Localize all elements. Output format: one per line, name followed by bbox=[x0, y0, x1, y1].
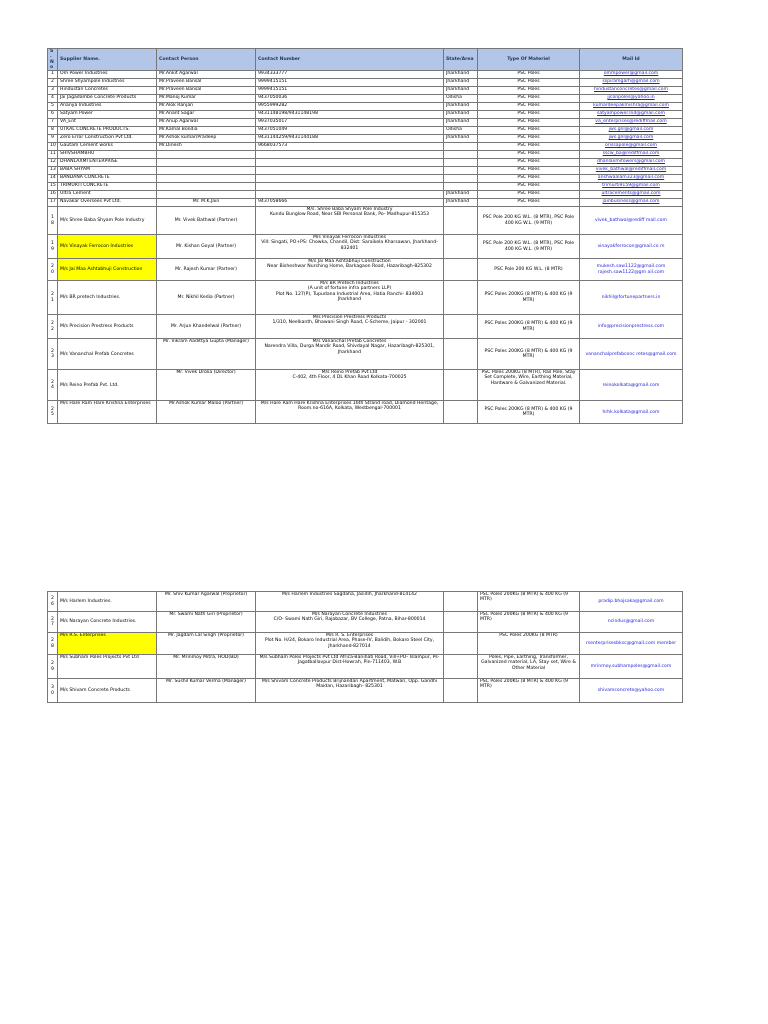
row-number: 9 bbox=[48, 135, 58, 143]
contact-person: Mr.Ashok kumar/Pradeep bbox=[157, 135, 256, 143]
mail-link[interactable]: vinayakferrocon@gmail.co m bbox=[580, 235, 683, 259]
mail-link[interactable]: vivek_bathwal@rediff mail.com bbox=[580, 207, 683, 235]
contact-person: Mr. Shiv Kumar Agarwal (Proprietor) bbox=[157, 592, 256, 612]
contact-address: M/s Hare Ram Hare Krishna Enterprises 16th Strand road, Diamond Heritage, Room.no-616A, Kolkata, Westbengal-700001 bbox=[256, 401, 444, 424]
row-number: 28 bbox=[48, 633, 58, 655]
table-row bbox=[48, 119, 683, 127]
row-number: 8 bbox=[48, 127, 58, 135]
table-row bbox=[48, 370, 683, 401]
table-row bbox=[48, 135, 683, 143]
table-row bbox=[48, 127, 683, 135]
contact-person: Mr. Mrinmoy Mitra, HOD(BD) bbox=[157, 655, 256, 679]
material-type: PSC Poles bbox=[478, 87, 580, 95]
row-number: 2 bbox=[48, 79, 58, 87]
contact-address: M/s Reino Prefab Pvt Ltd C-402, 4th Floor, 4 DL Khan Road Kolkata-700025 bbox=[256, 370, 444, 401]
material-type: PSC Poles 200KG (8 MTR) & 400 KG (9 MTR) bbox=[478, 592, 580, 612]
row-number: 15 bbox=[48, 183, 58, 191]
state-area bbox=[444, 151, 478, 159]
contact-person bbox=[157, 183, 256, 191]
mail-link[interactable]: mrinmoy.subhampoles@gmail.com bbox=[580, 655, 683, 679]
supplier-name: Zero Error Construction Pvt Ltd. bbox=[58, 135, 157, 143]
contact-number: 9668037573 bbox=[256, 143, 444, 151]
contact-number bbox=[256, 175, 444, 183]
mail-link[interactable]: shivamconcrete@yahoo.com bbox=[580, 679, 683, 703]
header-contact-number: Contact Number bbox=[256, 49, 444, 71]
table-row bbox=[48, 679, 683, 703]
state-area bbox=[444, 207, 478, 235]
table-row bbox=[48, 235, 683, 259]
supplier-name: Ananya Industries bbox=[58, 103, 157, 111]
contact-person: Mr. Nikhil Kedia (Partner) bbox=[157, 281, 256, 315]
state-area bbox=[444, 655, 478, 679]
mail-link[interactable]: rsenterprisesbksc@gmail.com member bbox=[580, 633, 683, 655]
material-type: PSC Poles bbox=[478, 167, 580, 175]
contact-person: Mr.Kamal Bondia bbox=[157, 127, 256, 135]
row-number: 23 bbox=[48, 339, 58, 370]
mail-link[interactable]: dhanlaxmifowers@gmail.com bbox=[580, 159, 683, 167]
row-number: 20 bbox=[48, 259, 58, 281]
material-type: PSC Pole 200 KG W.L. (8 MTR) bbox=[478, 259, 580, 281]
state-area: Jharkhand bbox=[444, 199, 478, 207]
state-area bbox=[444, 159, 478, 167]
contact-person: Mr. Arjun Khandelwal (Partner) bbox=[157, 315, 256, 339]
supplier-name: Navakar Oversees Pvt Ltd. bbox=[58, 199, 157, 207]
contact-person: Mr.Dinesh bbox=[157, 143, 256, 151]
supplier-table-continued bbox=[47, 591, 683, 703]
contact-number bbox=[256, 191, 444, 199]
contact-person: Mr. Vivek Bathwal (Partner) bbox=[157, 207, 256, 235]
mail-link[interactable]: trimurti9159@gmail.com bbox=[580, 183, 683, 191]
contact-number bbox=[256, 159, 444, 167]
state-area bbox=[444, 612, 478, 633]
mail-link[interactable]: va_enterprises@rediffmail.com bbox=[580, 119, 683, 127]
mail-link[interactable]: ultracements@gmail.com bbox=[580, 191, 683, 199]
supplier-name: M/s Vananchal Prefab Concretes bbox=[58, 339, 157, 370]
header-state-area: State/Area bbox=[444, 49, 478, 71]
supplier-name: SHIVSHAMBHU bbox=[58, 151, 157, 159]
material-type: Poles, Pipe, Earthing, Transformer, Galvanized material, LA, Stay set, Wire & Other Material bbox=[478, 655, 580, 679]
contact-person: Mr. Sushil Kumar Verma (Manager) bbox=[157, 679, 256, 703]
state-area bbox=[444, 175, 478, 183]
table-row bbox=[48, 87, 683, 95]
state-area bbox=[444, 167, 478, 175]
state-area: Jharkhand bbox=[444, 103, 478, 111]
row-number: 27 bbox=[48, 612, 58, 633]
supplier-name: M/s Subham Poles Projects Pvt Ltd bbox=[58, 655, 157, 679]
state-area: Odisha bbox=[444, 127, 478, 135]
table-row bbox=[48, 143, 683, 151]
mail-link[interactable]: info@precisionprestress.com bbox=[580, 315, 683, 339]
supplier-name: BABA SHYAM bbox=[58, 167, 157, 175]
mail-link[interactable]: pradip.bhojsaka@gmail.com bbox=[580, 592, 683, 612]
row-number: 3 bbox=[48, 87, 58, 95]
material-type: PSC Poles 200KG (8 MTR) bbox=[478, 633, 580, 655]
row-number: 19 bbox=[48, 235, 58, 259]
state-area bbox=[444, 679, 478, 703]
header-row bbox=[48, 49, 683, 71]
contact-address: M/s Subham Poles Projects Pvt Ltd Africa-Banihati Road, Vill+PO- Islampur, Ps- Jagatballavpur Dist-Howrah, Pin-711403, W.B bbox=[256, 655, 444, 679]
table-row bbox=[48, 592, 683, 612]
supplier-table bbox=[47, 48, 683, 424]
contact-address: M/s Precision Prestress Products 1/310, Neelkanth, Bhawani Singh Road, C-Scheme, Jaipur - 302001 bbox=[256, 315, 444, 339]
contact-person: Mr.Anant Sagar bbox=[157, 111, 256, 119]
row-number: 14 bbox=[48, 175, 58, 183]
contact-number bbox=[256, 167, 444, 175]
state-area: Jharkhand bbox=[444, 191, 478, 199]
supplier-name: M/s R.S. Enterprises bbox=[58, 633, 157, 655]
material-type: PSC Pole 200 KG W.L. (8 MTR), PSC Pole 400 KG W.L. (9 MTR) bbox=[478, 235, 580, 259]
table-row bbox=[48, 159, 683, 167]
table-row bbox=[48, 655, 683, 679]
contact-person: Mr.Manoj Kumar bbox=[157, 95, 256, 103]
material-type: PSC Poles bbox=[478, 143, 580, 151]
material-type: PSC Poles bbox=[478, 159, 580, 167]
row-number: 5 bbox=[48, 103, 58, 111]
state-area bbox=[444, 370, 478, 401]
row-number: 4 bbox=[48, 95, 58, 103]
mail-link[interactable]: vivek_bathwal@rediffmail.com bbox=[580, 167, 683, 175]
material-type: PSC Poles 200KG (8 MTR) & 400 KG (9 MTR) bbox=[478, 315, 580, 339]
contact-number: 9431144259/9431144188 bbox=[256, 135, 444, 143]
supplier-name: Jai Jagadambe Concrete Products bbox=[58, 95, 157, 103]
contact-person: Mr.Anup Agarwal bbox=[157, 119, 256, 127]
header-sno: S.No bbox=[48, 49, 58, 71]
material-type: PSC Poles 200KG (8 MTR) & 400 KG (9 MTR) bbox=[478, 281, 580, 315]
second-rows bbox=[48, 592, 683, 703]
material-type: PSC Poles bbox=[478, 183, 580, 191]
material-type: PSC Poles bbox=[478, 175, 580, 183]
material-type: PSC Poles 200KG (8 MTR) & 400 KG (9 MTR) bbox=[478, 401, 580, 424]
contact-number: 9431148198/9431148198 bbox=[256, 111, 444, 119]
contact-person bbox=[157, 191, 256, 199]
state-area bbox=[444, 281, 478, 315]
state-area: Odisha bbox=[444, 95, 478, 103]
mail-link[interactable]: ommpower@gmail.com bbox=[580, 71, 683, 79]
contact-person: Mr. Kishan Goyal (Partner) bbox=[157, 235, 256, 259]
supplier-name: UTKAL CONCRETE PRODUCTS. bbox=[58, 127, 157, 135]
supplier-name: M/s Shivam Concrete Products bbox=[58, 679, 157, 703]
contact-number bbox=[256, 151, 444, 159]
table-row bbox=[48, 151, 683, 159]
contact-person: Mr.Alok Ranjan bbox=[157, 103, 256, 111]
mail-link[interactable]: hindustanconcretes@gmail.com bbox=[580, 87, 683, 95]
table-row bbox=[48, 167, 683, 175]
state-area bbox=[444, 315, 478, 339]
material-type: PSC Poles 200KG (8 MTR) & 400 KG (9 MTR) bbox=[478, 339, 580, 370]
header-contact-person: Contact Person bbox=[157, 49, 256, 71]
mail-link[interactable]: sspiramgarh@gmail.com bbox=[580, 79, 683, 87]
supplier-name: Gautam Cement works bbox=[58, 143, 157, 151]
contact-person: Mr. Swami Nath Giri (Proprietor) bbox=[157, 612, 256, 633]
material-type: PSC Poles bbox=[478, 103, 580, 111]
header-type-of-material: Type Of Materiel bbox=[478, 49, 580, 71]
state-area: Jharkhand bbox=[444, 111, 478, 119]
material-type: PSC Pole 200 KG W.L. (8 MTR), PSC Pole 400 KG W.L. (9 MTR) bbox=[478, 207, 580, 235]
state-area bbox=[444, 401, 478, 424]
state-area bbox=[444, 339, 478, 370]
row-number: 16 bbox=[48, 191, 58, 199]
contact-person bbox=[157, 151, 256, 159]
contact-number: 9999415151 bbox=[256, 87, 444, 95]
material-type: PSC Poles bbox=[478, 127, 580, 135]
mail-link[interactable]: sscw_ba@rediffmail.com bbox=[580, 151, 683, 159]
contact-person: Mr.Ankit Agarwal bbox=[157, 71, 256, 79]
header-mail-id: Mail Id bbox=[580, 49, 683, 71]
material-type: PSC Poles bbox=[478, 151, 580, 159]
table-row bbox=[48, 79, 683, 87]
supplier-name: M/s Reino Prefab Pvt. Ltd. bbox=[58, 370, 157, 401]
row-number: 10 bbox=[48, 143, 58, 151]
material-type: PSC Poles bbox=[478, 119, 580, 127]
table-row bbox=[48, 183, 683, 191]
material-type: PSC Poles bbox=[478, 191, 580, 199]
supplier-name: Satyam Power bbox=[58, 111, 157, 119]
contact-number bbox=[256, 183, 444, 191]
material-type: PSC Poles 200KG (8 MTR) & 400 KG (9 MTR) bbox=[478, 612, 580, 633]
supplier-name: TRIMURTI CONCRETE bbox=[58, 183, 157, 191]
material-type: PSC Poles 200KG (8 MTR), Rail Pole, Stay Set Complete, Wire, Earthing Material, Hardware & Galvanized Material. bbox=[478, 370, 580, 401]
simple-rows bbox=[48, 71, 683, 207]
mail-link[interactable]: jws.gnl@gmail.com bbox=[580, 127, 683, 135]
row-number: 7 bbox=[48, 119, 58, 127]
table-row bbox=[48, 401, 683, 424]
supplier-name: Hindustan Concretes bbox=[58, 87, 157, 95]
state-area bbox=[444, 143, 478, 151]
state-area: Jharkhand bbox=[444, 71, 478, 79]
table-row bbox=[48, 259, 683, 281]
row-number: 21 bbox=[48, 281, 58, 315]
table-row bbox=[48, 612, 683, 633]
supplier-name: BANDANA CONCRETE bbox=[58, 175, 157, 183]
material-type: PSC Poles 200KG (8 MTR) & 400 KG (9 MTR) bbox=[478, 679, 580, 703]
contact-person: Mr.Praveen Bansal bbox=[157, 87, 256, 95]
contact-person: Mr. Vikram Aadittya Gupta (Manager) bbox=[157, 339, 256, 370]
mail-link[interactable]: jws.gnl@gmail.com bbox=[580, 135, 683, 143]
contact-person: Mr. Rajesh Kumar (Partner) bbox=[157, 259, 256, 281]
supplier-name: M/s Precision Prestress Products bbox=[58, 315, 157, 339]
row-number: 11 bbox=[48, 151, 58, 159]
mail-link[interactable]: jainbusiness@gmail.com bbox=[580, 199, 683, 207]
contact-person: Mr. M.K.Jain bbox=[157, 199, 256, 207]
material-type: PSC Poles bbox=[478, 95, 580, 103]
table-row bbox=[48, 71, 683, 79]
material-type: PSC Poles bbox=[478, 79, 580, 87]
contact-address: M/s Shivam Concrete Products Brijnandan Apartment, Matwari, Opp. Gandhi Maidan, Hazaribagh- 825301 bbox=[256, 679, 444, 703]
header-supplier-name: Supplier Name. bbox=[58, 49, 157, 71]
contact-person: Mr. Vivek Drolia (Director) bbox=[157, 370, 256, 401]
contact-number: 9955999282 bbox=[256, 103, 444, 111]
row-number: 25 bbox=[48, 401, 58, 424]
supplier-name: M/s Harlem Industries. bbox=[58, 592, 157, 612]
contact-address: M/s Vinayak Ferrocon Industries Vill: Singati, PO+PS: Chowka, Chandil, Dist: Saraikela Kharsawan, Jharkhand-832401 bbox=[256, 235, 444, 259]
contact-person bbox=[157, 159, 256, 167]
row-number: 29 bbox=[48, 655, 58, 679]
table-row bbox=[48, 175, 683, 183]
contact-person bbox=[157, 175, 256, 183]
row-number: 22 bbox=[48, 315, 58, 339]
state-area bbox=[444, 183, 478, 191]
state-area bbox=[444, 633, 478, 655]
supplier-name: Om Power Industries bbox=[58, 71, 157, 79]
mail-link[interactable]: jjconpoles@yahoo.in bbox=[580, 95, 683, 103]
state-area bbox=[444, 592, 478, 612]
mail-link[interactable]: mukesh.saw1122@gmail.com rajesh.saw1122@gm ail.com bbox=[580, 259, 683, 281]
contact-address: M/s R. S. Enterprises Plot No. H/24, Bokaro Industrial Area, Phase-IV, Balidih, Bokaro Steel City, Jharkhand-827014 bbox=[256, 633, 444, 655]
row-number: 1 bbox=[48, 71, 58, 79]
contact-person: Mr.Praveen Bansal bbox=[157, 79, 256, 87]
row-number: 24 bbox=[48, 370, 58, 401]
state-area: Jharkhand bbox=[444, 79, 478, 87]
detail-rows bbox=[48, 207, 683, 424]
row-number: 12 bbox=[48, 159, 58, 167]
supplier-name: M/s Shree Baba Shyam Pole Industry bbox=[58, 207, 157, 235]
contact-number: 9934333777 bbox=[256, 71, 444, 79]
mail-link[interactable]: orissapole@gmail.com bbox=[580, 143, 683, 151]
material-type: PSC Poles bbox=[478, 71, 580, 79]
mail-link[interactable]: hrhk.kolkata@gmail.com bbox=[580, 401, 683, 424]
row-number: 6 bbox=[48, 111, 58, 119]
contact-address: M/s Harlem Industries Sagdaha, Jasidih, Jharkhand-814142 bbox=[256, 592, 444, 612]
state-area bbox=[444, 235, 478, 259]
mail-link[interactable]: anshwaalam323@gmail.com bbox=[580, 175, 683, 183]
material-type: PSC Poles bbox=[478, 199, 580, 207]
contact-address: M/s Jai Maa Ashtabhuji Construction Near Bisheshwar Nurshing Home, Barkagaon Road, Hazaribagh-825302 bbox=[256, 259, 444, 281]
contact-person: Mr. Jagdam Lal Singh (Proprietor) bbox=[157, 633, 256, 655]
table-row bbox=[48, 633, 683, 655]
supplier-name: M/s BR pretech Industries. bbox=[58, 281, 157, 315]
mail-link[interactable]: satyampower.lnd@gmail.com bbox=[580, 111, 683, 119]
table-row bbox=[48, 103, 683, 111]
state-area: Jharkhand bbox=[444, 135, 478, 143]
contact-number: 9937035017 bbox=[256, 119, 444, 127]
state-area: Jharkhand bbox=[444, 119, 478, 127]
supplier-name: VA_Ent bbox=[58, 119, 157, 127]
table-row bbox=[48, 315, 683, 339]
supplier-name: M/s Vinayak Ferrocon Industries bbox=[58, 235, 157, 259]
mail-link[interactable]: nikhil@fortunepartners.in bbox=[580, 281, 683, 315]
contact-person: Mr.Ashok Kumar Maloo (Partner) bbox=[157, 401, 256, 424]
row-number: 18 bbox=[48, 207, 58, 235]
contact-person bbox=[157, 167, 256, 175]
supplier-name: DHANLAXMI ENTERPRISE bbox=[58, 159, 157, 167]
row-number: 17 bbox=[48, 199, 58, 207]
table-row bbox=[48, 207, 683, 235]
state-area bbox=[444, 259, 478, 281]
mail-link[interactable]: kumardeepakmishra@gmail.com bbox=[580, 103, 683, 111]
supplier-name: M/s Narayan Concrete Industries. bbox=[58, 612, 157, 633]
row-number: 30 bbox=[48, 679, 58, 703]
material-type: PSC Poles bbox=[478, 111, 580, 119]
table-row bbox=[48, 199, 683, 207]
contact-address: M/s Narayan Concrete Industries C/O- Swami Nath Giri, Rajabazar, BV College, Patna, Bihar-800014 bbox=[256, 612, 444, 633]
row-number: 13 bbox=[48, 167, 58, 175]
supplier-name: M/s Hare Ram Hare Krishna Enterprises bbox=[58, 401, 157, 424]
contact-address: M/s. Shree Baba Shyam Pole Industry Kundu Bunglow Road, Near SBI Personal Bank, Po- Madhupur-815353 bbox=[256, 207, 444, 235]
contact-number: 9437058666 bbox=[256, 199, 444, 207]
contact-number: 9999415151 bbox=[256, 79, 444, 87]
contact-number: 9437051049 bbox=[256, 127, 444, 135]
mail-link[interactable]: ncindus@gmail.com bbox=[580, 612, 683, 633]
table-row bbox=[48, 95, 683, 103]
mail-link[interactable]: reinokolkata@gmail.com bbox=[580, 370, 683, 401]
state-area: Jharkhand bbox=[444, 87, 478, 95]
row-number: 26 bbox=[48, 592, 58, 612]
table-row bbox=[48, 281, 683, 315]
contact-number: 9437050036 bbox=[256, 95, 444, 103]
supplier-name: M/s Jai Maa Ashtabhuji Construction bbox=[58, 259, 157, 281]
contact-address: M/s BR Pretech Industries (A unit of fortune infra partners LLP) Plot No. 127(P), Tupudana Industrial Area, Hatia Ranchi- 834003 Jharkhand bbox=[256, 281, 444, 315]
mail-link[interactable]: vananchalprefabconc retes@gmail.com bbox=[580, 339, 683, 370]
table-row bbox=[48, 339, 683, 370]
material-type: PSC Poles bbox=[478, 135, 580, 143]
table-row bbox=[48, 111, 683, 119]
table-row bbox=[48, 191, 683, 199]
supplier-name: Shree Shyampole Industries bbox=[58, 79, 157, 87]
supplier-name: Ultra Cement bbox=[58, 191, 157, 199]
contact-address: M/s Vananchal Prefab Concretes Narendra Villa, Durga Mandir Road, Shivdayal Nagar, Hazaribagh-825301, Jharkhand bbox=[256, 339, 444, 370]
